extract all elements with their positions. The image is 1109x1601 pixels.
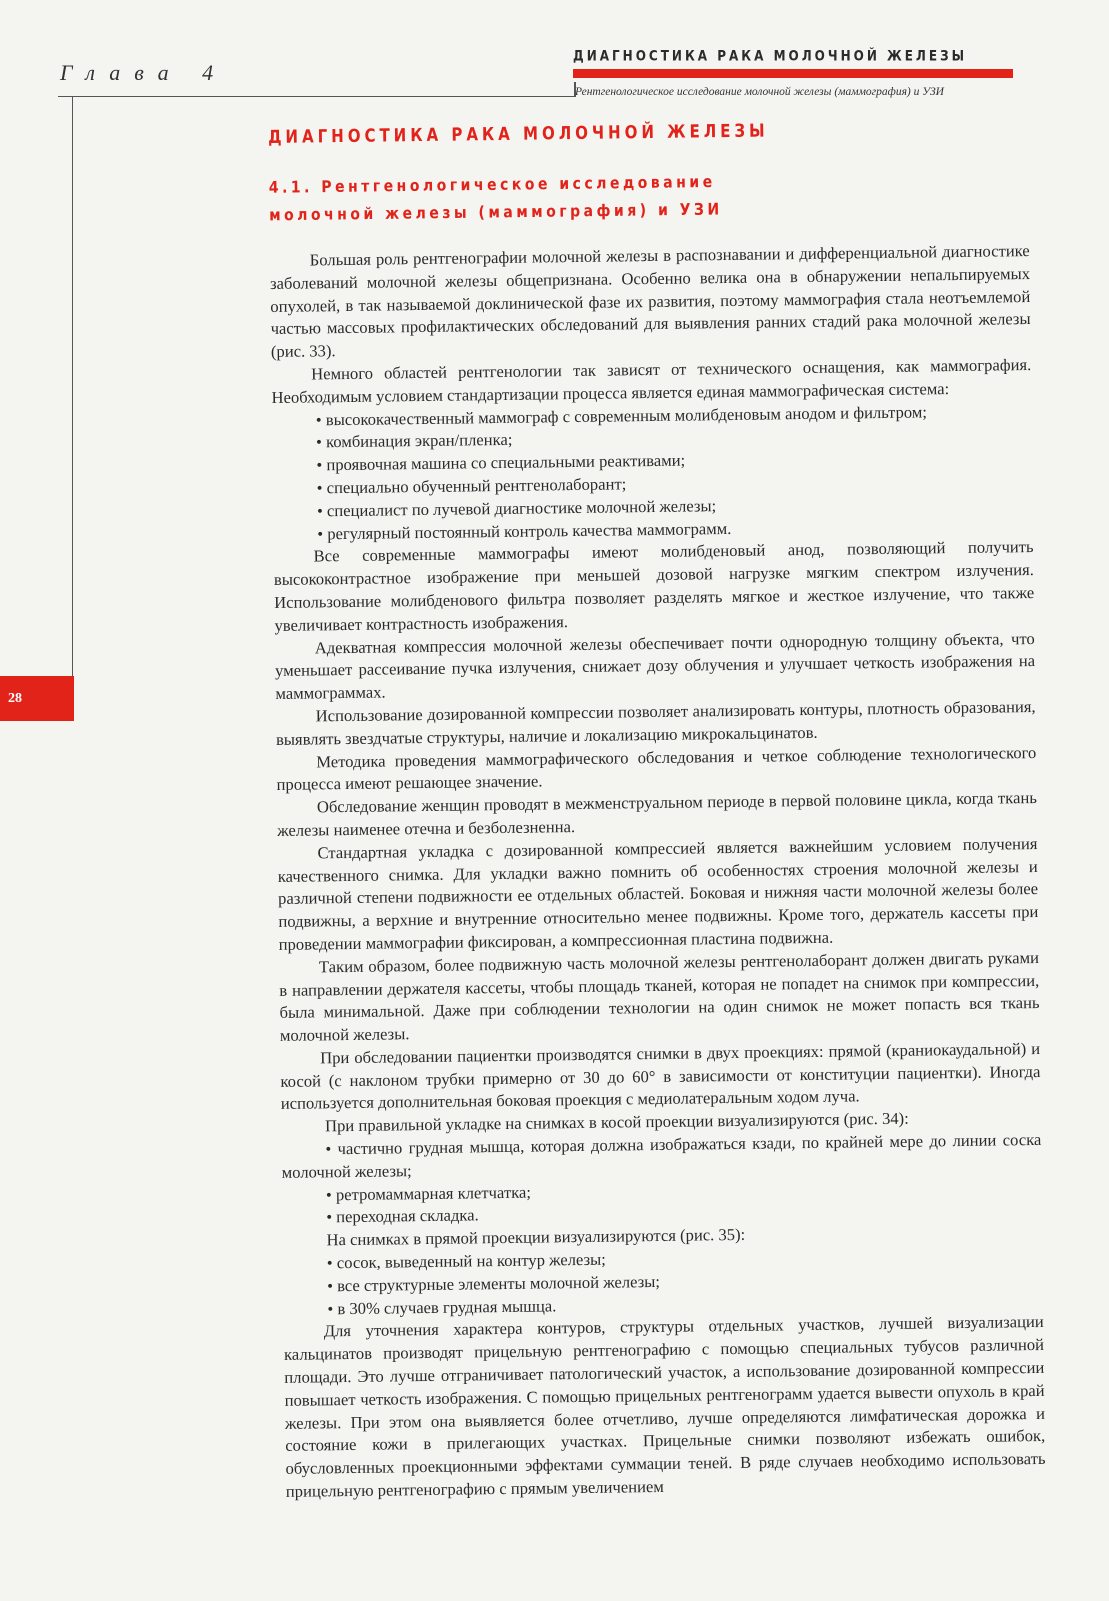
list-item: • переходная складка. [326,1205,479,1227]
paragraph: Методика проведения маммографического обследования и четкое соблюдение технологического процесса имеют решающее значение. [276,742,1037,795]
chapter-label: Глава 4 [60,60,228,85]
header-rule [58,96,574,97]
paragraph: Стандартная укладка с дозированной компрессией является важнейшим условием получения качественного снимка. Для укладки важно помнить об особенностях строения молочной железы и различной степени подвижности ее отдельных областей. Боковая и нижняя части молочной железы более подвижны, а верхние и внутренние относительно менее подвижны. Кроме того, держатель кассеты при проведении маммографии фиксирован, а компрессионная пластина подвижна. [277,833,1039,954]
list-lead: При правильной укладке на снимках в косой проекции визуализируются (рис. 34): [324,1108,909,1136]
list-lead: На снимках в прямой проекции визуализируются (рис. 35): [326,1225,746,1250]
chapter-heading: ДИАГНОСТИКА РАКА МОЛОЧНОЙ ЖЕЛЕЗЫ [267,119,769,148]
margin-rule [72,96,73,676]
running-subtitle: Рентгенологическое исследование молочной железы (маммография) и УЗИ [575,86,944,98]
paragraph: При обследовании пациентки производятся снимки в двух проекциях: прямой (краниокаудальной) и косой (с наклоном трубки примерно от 30 до 60° в зависимости от конституции пациентки). Иногда используется дополнительная боковая проекция с медиолатеральным ходом луча. [280,1038,1041,1114]
list-item: • высококачественный маммограф с современным молибденовым анодом и фильтром; [315,401,928,429]
running-title: ДИАГНОСТИКА РАКА МОЛОЧНОЙ ЖЕЛЕЗЫ [573,47,968,65]
paragraph: Таким образом, более подвижную часть молочной железы рентгенолаборант должен двигать руками в направлении держателя кассеты, чтобы площадь тканей, которая не попадет на снимок при компрессии, была минимальной. Даже при соблюдении технологии на один снимок не может попасть вся ткань молочной железы. [279,947,1040,1046]
list-item: • ретромаммарная клетчатка; [325,1182,532,1205]
paragraph: Адекватная компрессия молочной железы обеспечивает почти однородную толщину объекта, что уменьшает рассеивание пучка излучения, снижает дозу облучения и улучшает четкость изображения на маммограммах. [274,628,1036,704]
list-item: • частично грудная мышца, которая должна изображаться кзади, по крайней мере до линии соска молочной железы; [281,1130,1042,1182]
list-item: • комбинация экран/пленка; [315,430,513,452]
page-number-tab: 28 [0,676,74,721]
paragraph: Большая роль рентгенографии молочной железы в распознавании и дифференциальной диагностике заболеваний молочной железы общепризнана. Особенно велика она в обнаружении непальпируемых опухолей, в так называемой доклинической фазе их развития, поэтому маммография стала неотъемлемой частью массовых профилактических обследований для выявления ранних стадий рака молочной железы (рис. 33). [269,241,1031,362]
list-item: • все структурные элементы молочной железы; [327,1271,661,1296]
list-item: • регулярный постоянный контроль качества маммограмм. [317,518,732,543]
paragraph: Все современные маммографы имеют молибденовый анод, позволяющий получить высококонтрастное изображение при меньшей дозовой нагрузке мягким спектром излучения. Использование молибденового фильтра позволяет разделять мягкое и жесткое излучение, что также увеличивает контрастность изображения. [273,537,1035,635]
list-item: • проявочная машина со специальными реактивами; [316,450,686,475]
list-item: • в 30% случаев грудная мышца. [327,1295,557,1318]
header-red-bar [573,69,1013,78]
paragraph: Использование дозированной компрессии позволяет анализировать контуры, плотность образования, выявлять звездчатые структуры, наличие и локализацию микрокальцинатов. [275,696,1036,749]
article-body [268,118,1046,1504]
paragraph: Немного областей рентгенологии так зависят от технического оснащения, как маммография. Необходимым условием стандартизации процесса является единая маммографическая система: [271,355,1032,407]
list-item: • специально обученный рентгенолаборант; [316,474,627,498]
paragraph: Для уточнения характера контуров, структуры отдельных участков, лучшей визуализации кальцинатов производят прицельную рентгенографию с помощью специальных тубусов различной площади. Это лучше отграничивает патологический участок, а использование дозированной компрессии повышает четкость изображения. С помощью прицельных рентгенограмм удается вывести опухоль в край железы. При этом она выявляется более отчетливо, лучше определяются лимфатическая дорожка и состояние кожи в прилегающих участках. Прицельные снимки позволяют избежать ошибок, обусловленных проекционными эффектами суммации теней. В ряде случаев необходимо использовать прицельную рентгенографию с прямым увеличением [283,1312,1046,1501]
list-item: • сосок, выведенный на контур железы; [326,1249,606,1273]
paragraph: Обследование женщин проводят в межменструальном периоде в первой половине цикла, когда ткань железы наименее отечна и безболезненна. [277,788,1037,840]
list-item: • специалист по лучевой диагностике молочной железы; [316,495,717,521]
section-heading: 4.1. Рентгенологическое исследование молочной железы (маммография) и УЗИ [268,173,723,225]
